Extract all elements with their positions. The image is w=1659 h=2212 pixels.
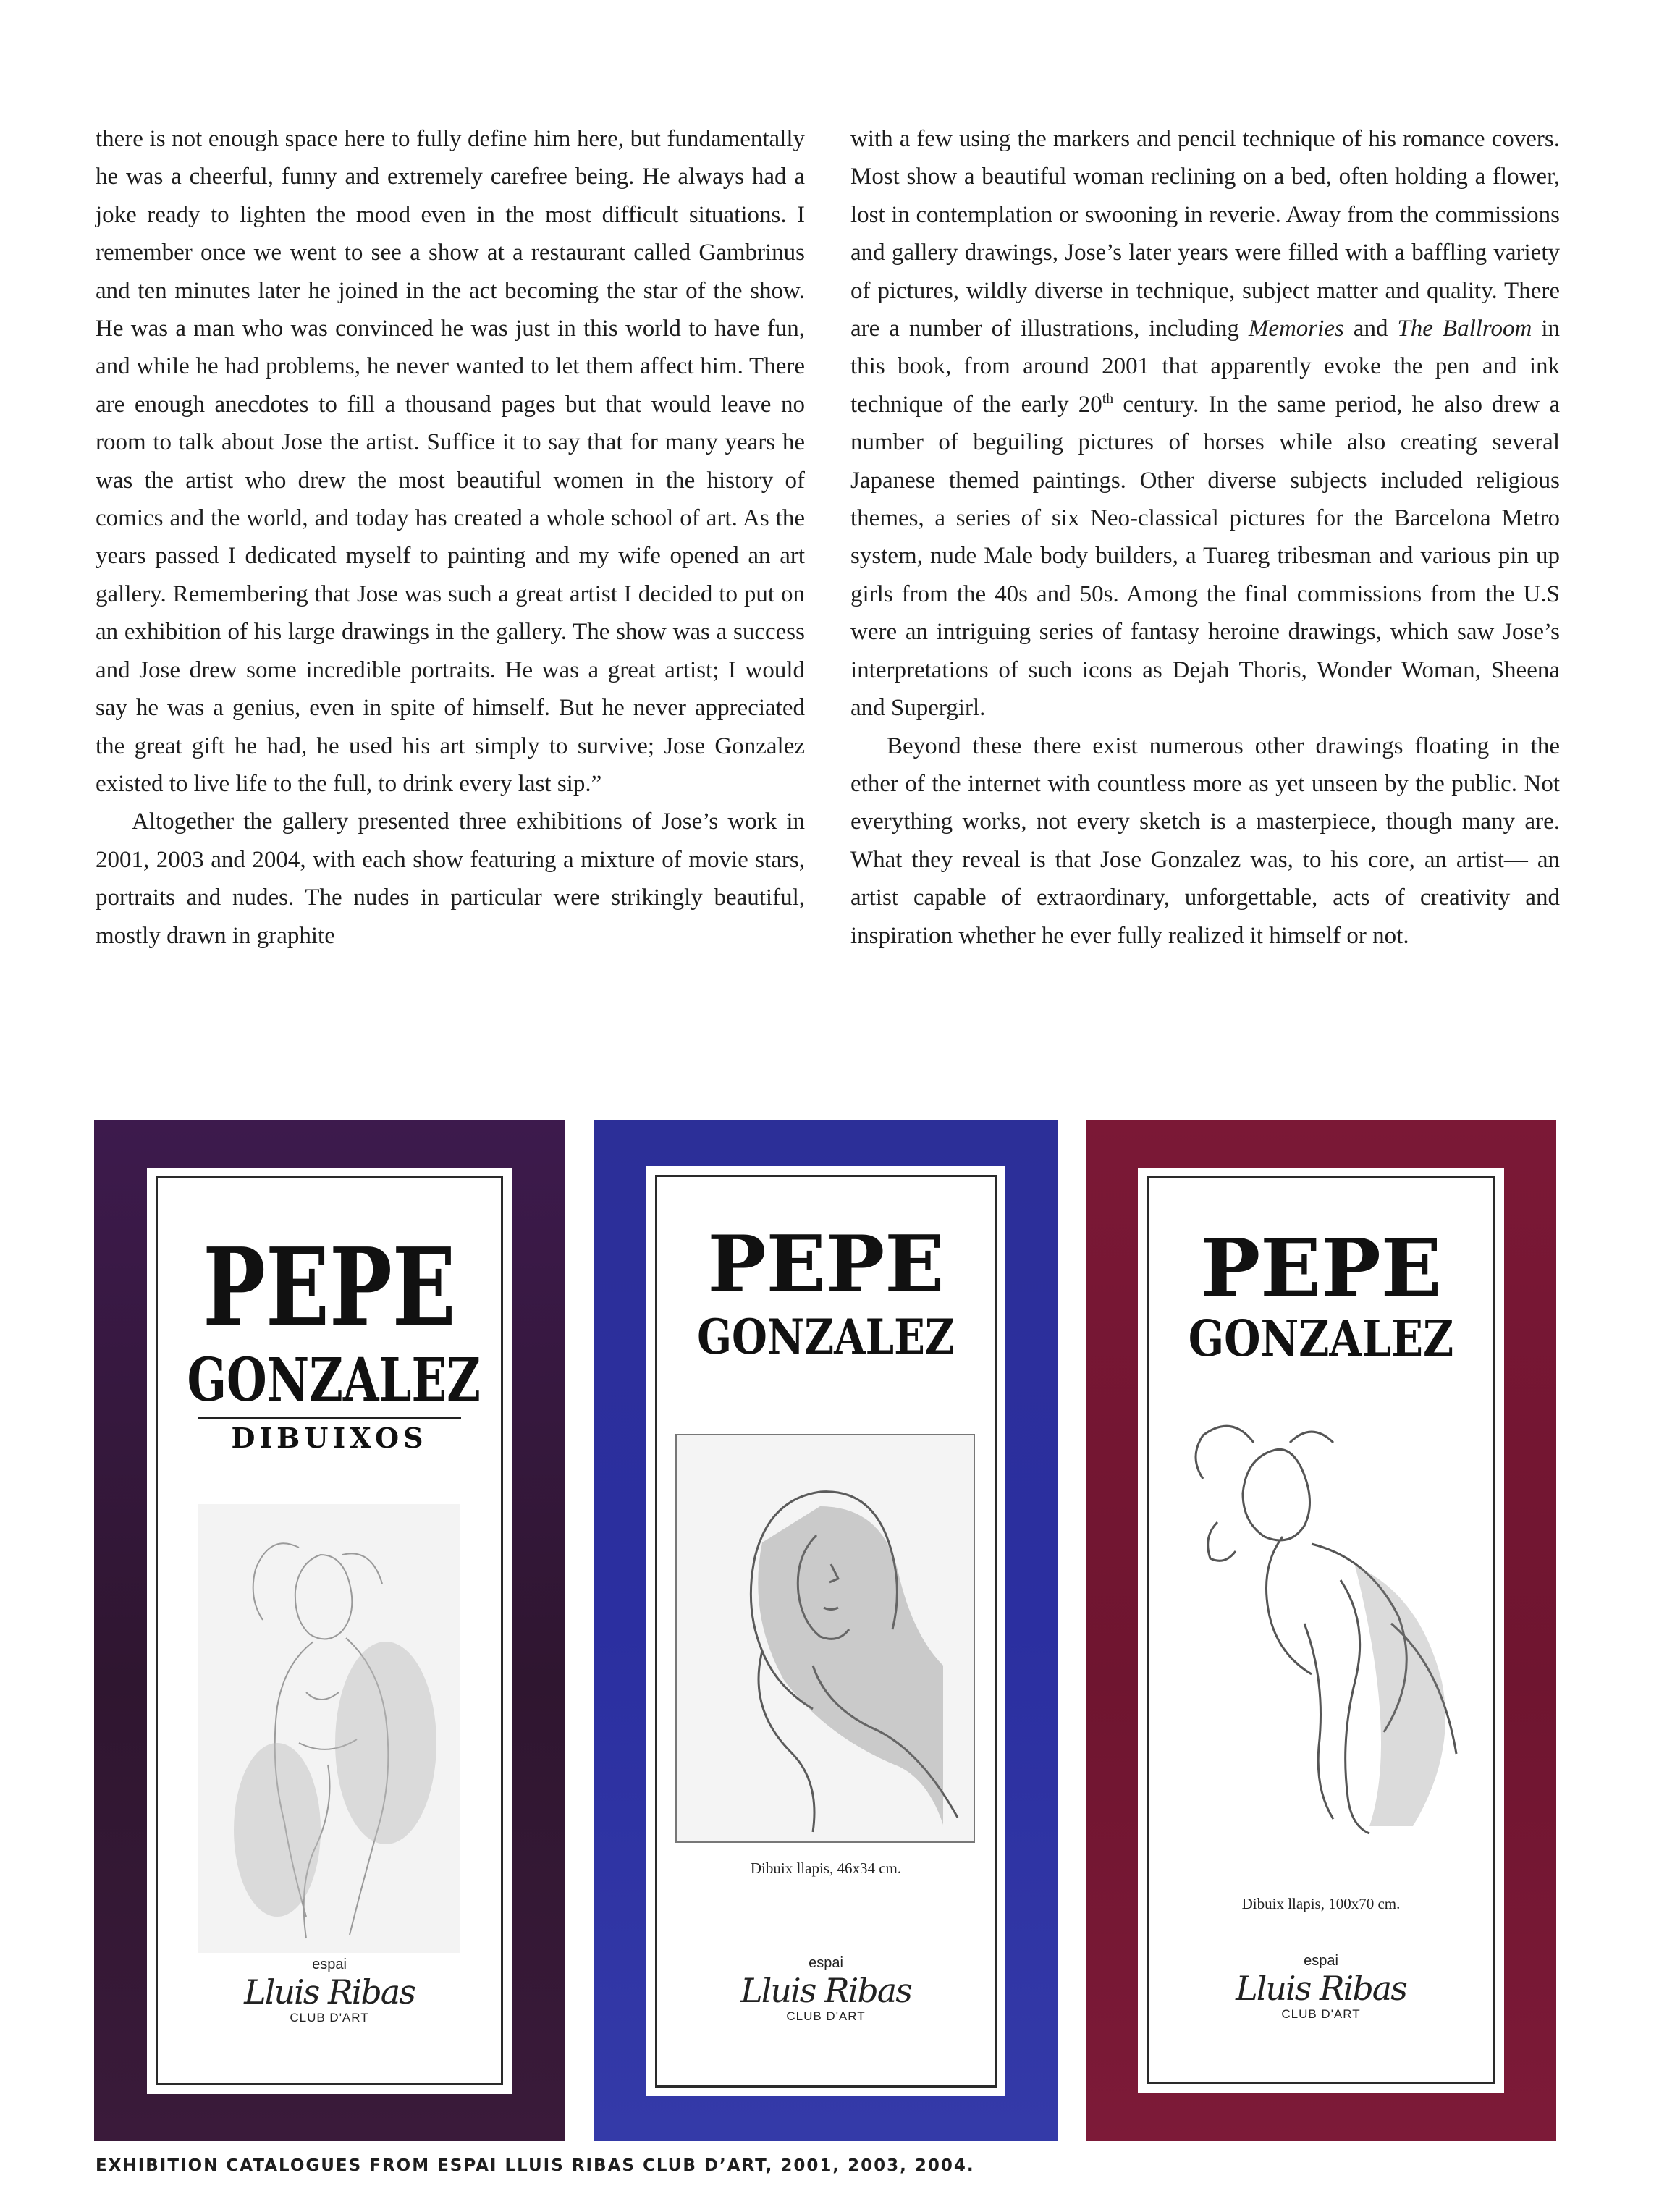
catalogue-caption: Dibuix llapis, 100x70 cm. [1241,1895,1401,1912]
gallery-logo [646,1955,1005,2024]
graphite-nude-drawing [198,1504,460,1953]
gallery-logo [147,1956,512,2025]
logo-script-signature: Lluis Ribas [1236,1969,1406,2008]
text-run: and [1353,316,1388,342]
artwork-title: The Ballroom [1397,316,1532,342]
cover-title-pepe: PEPE [203,1224,456,1350]
cover-subtitle: DIBUIXOS [231,1422,428,1454]
logo-club-text: CLUB D'ART [290,2011,369,2025]
logo-espai-text: espai [809,1955,843,1971]
logo-espai-text: espai [1304,1953,1338,1969]
text-run: century. In the same period, he also drew a number of beguiling pictures of horses while also creating several Japanese themed paintings. Other diverse subjects included religious themes, a series of six Neo-classical pictures for the Barcelona Metro system, nude Male body builders, a Tuareg tribesman and various pin up girls from the 40s and 50s. Among the final commissions from the U.S were an intriguing series of fantasy heroine drawings, which saw Jose’s interpretations of such icons as Dejah Thoris, Wonder Woman, Sheena and Supergirl. [850,391,1560,722]
text-run: with a few using the markers and pencil technique of his romance covers. Most show a beautiful woman reclining on a bed, often holding a flower, lost in contemplation or swooning in reverie. Away from the commissions and gallery drawings, Jose’s later years were filled with a baffling variety of pictures, wildly diverse in technique, subject matter and quality. There are a number of illustrations, including [850,126,1560,342]
catalogue-panel [1138,1168,1504,2093]
cover-title-pepe: PEPE [707,1219,945,1310]
cover-title-gonzalez: GONZALEZ [1188,1310,1454,1368]
logo-script-signature: Lluis Ribas [740,1971,911,2010]
gallery-logo [1138,1953,1504,2022]
title-rule [198,1417,461,1419]
paragraph [850,120,1560,727]
text-column-left [96,120,805,955]
artwork-title: Memories [1248,316,1344,342]
text-column-right [850,120,1560,955]
pencil-portrait-drawing [675,1434,975,1843]
cover-title-gonzalez: GONZALEZ [697,1309,955,1365]
seated-nude-drawing [1174,1406,1471,1870]
text-run: in this book, from around 2001 that apparently evoke the pen and ink technique of the early 20 [850,316,1561,418]
logo-club-text: CLUB D'ART [1281,2007,1361,2021]
catalogue-cover-2004 [1086,1120,1556,2141]
catalogue-cover-2001 [94,1120,565,2141]
logo-espai-text: espai [312,1956,347,1972]
cover-title-pepe: PEPE [1200,1221,1442,1314]
paragraph: Altogether the gallery presented three exhibitions of Jose’s work in 2001, 2003 and 2004, with each show featuring a mixture of movie stars, portraits and nudes. The nudes in particular were strikingly beautiful, mostly drawn in graphite [96,809,805,949]
logo-club-text: CLUB D'ART [786,2009,866,2023]
paragraph: Beyond these there exist numerous other drawings floating in the ether of the internet with countless more as yet unseen by the public. Not everything works, not every sketch is a masterpiece, though many are. What they reveal is that Jose Gonzalez was, to his core, an artist— an artist capable of extraordinary, unforgettable, acts of creativity and inspiration whether he ever fully realized it himself or not. [850,733,1560,949]
catalogue-panel [147,1168,512,2094]
catalogue-cover-2003 [594,1120,1058,2141]
catalogue-caption: Dibuix llapis, 46x34 cm. [750,1859,902,1877]
paragraph: there is not enough space here to fully define him here, but fundamentally he was a cheerful, funny and extremely carefree being. He always had a joke ready to lighten the mood even in the most difficult situations. I remember once we went to see a show at a restaurant called Gambrinus and ten minutes later he joined in the act becoming the star of the show. He was a man who was convinced he was just in this world to have fun, and while he had problems, he never wanted to let them affect him. There are enough anecdotes to fill a thousand pages but that would leave no room to talk about Jose the artist. Suffice it to say that for many years he was the artist who drew the most beautiful women in the history of comics and the world, and today has created a whole school of art. As the years passed I dedicated myself to painting and my wife opened an art gallery. Remembering that Jose was such a great artist I decided to put on an exhibition of his large drawings in the gallery. The show was a success and Jose drew some incredible portraits. He was a great artist; I would say he was a genius, even in spite of himself. But he never appreciated the great gift he had, he used his art simply to survive; Jose Gonzalez existed to live life to the full, to drink every last sip.” [96,126,805,797]
cover-title-gonzalez: GONZALEZ [187,1346,481,1415]
figure-caption: EXHIBITION CATALOGUES FROM ESPAI LLUIS RIBAS CLUB D’ART, 2001, 2003, 2004. [96,2156,975,2175]
catalogue-panel [646,1166,1005,2096]
logo-script-signature: Lluis Ribas [244,1972,415,2012]
superscript: th [1102,390,1114,407]
